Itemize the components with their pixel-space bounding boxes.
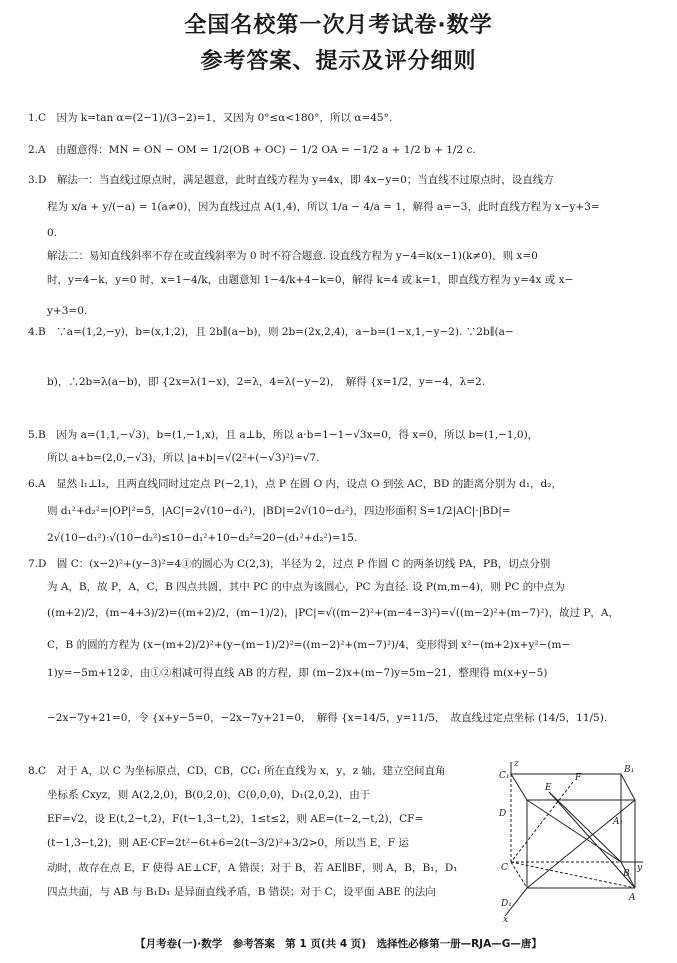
figure-label: A bbox=[629, 893, 636, 903]
page-footer: 【月考卷(一)·数学 参考答案 第 1 页(共 4 页) 选择性必修第一册—RJA—G—唐】 bbox=[135, 938, 542, 950]
answer-line: 1.C 因为 k=tan α=(2−1)/(3−2)=1，又因为 0°≤α<180°，所以 α=45°. bbox=[28, 112, 393, 124]
figure-label: B₁ bbox=[624, 765, 635, 775]
figure-label: E bbox=[545, 783, 552, 793]
answer-line: 时，y=4−k，y=0 时，x=1−4/k，由题意知 1−4/k+4−k=0，解得 k=4 或 k=1，即直线方程为 y=4x 或 x− bbox=[47, 274, 574, 286]
answer-line: 四点共面，与 AB 与 B₁D₁ 是异面直线矛盾，B 错误；对于 C，设平面 ABE 的法向 bbox=[47, 886, 436, 898]
answer-line: b)，∴2b=λ(a−b)，即 {2x=λ(1−x)，2=λ，4=λ(−y−2)， 解得 {x=1/2，y=−4，λ=2. bbox=[47, 376, 486, 388]
answer-line: y+3=0. bbox=[47, 305, 88, 317]
figure-label: x bbox=[503, 915, 509, 923]
answer-line: 动时，故存在点 E，F 使得 AE⊥CF，A 错误；对于 B，若 AE∥BF，则 A，B，B₁，D₁ bbox=[47, 862, 458, 874]
cube-figure bbox=[497, 758, 647, 923]
answer-line: 坐标系 Cxyz，则 A(2,2,0)，B(0,2,0)，C(0,0,0)，D₁(2,0,2)，由于 bbox=[47, 789, 371, 801]
answer-line: 所以 a+b=(2,0,−√3)，所以 |a+b|=√(2²+(−√3)²)=√7. bbox=[47, 452, 320, 464]
figure-label: F bbox=[575, 773, 582, 783]
answer-line: 解法二：易知直线斜率不存在或直线斜率为 0 时不符合题意. 设直线方程为 y−4=k(x−1)(k≠0)，则 x=0 bbox=[47, 250, 538, 262]
answer-line: 为 A，B，故 P，A，C，B 四点共圆，其中 PC 的中点为该圆心，PC 为直径. 设 P(m,m−4)，则 PC 的中点为 bbox=[47, 581, 565, 593]
answer-line: 1)y=−5m+12②，由①②相减可得直线 AB 的方程，即 (m−2)x+(m−7)y=5m−21，整理得 m(x+y−5) bbox=[47, 667, 548, 679]
figure-label: D₁ bbox=[501, 899, 512, 909]
figure-label: B bbox=[623, 869, 630, 879]
answer-line: (t−1,3−t,2)，则 AE·CF=2t²−6t+6=2(t−3/2)²+3/2>0，所以当 E，F 运 bbox=[47, 837, 409, 849]
page-subtitle: 参考答案、提示及评分细则 bbox=[200, 49, 477, 74]
answer-line: C，B 的圆的方程为 (x−(m+2)/2)²+(y−(m−1)/2)²=((m−2)²+(m−7)²)/4，变形得到 x²−(m+2)x+y²−(m− bbox=[47, 639, 571, 651]
answer-line: EF=√2，设 E(t,2−t,2)，F(t−1,3−t,2)，1≤t≤2，则 AE=(t−2,−t,2)，CF= bbox=[47, 813, 424, 825]
answer-line: 4.B ∵a=(1,2,−y)，b=(x,1,2)，且 2b∥(a−b)，则 2b=(2x,2,4)，a−b=(1−x,1,−y−2). ∵2b∥(a− bbox=[28, 326, 514, 338]
answer-line: 0. bbox=[47, 227, 58, 239]
figure-label: A₁ bbox=[613, 817, 624, 827]
answer-line: 程为 x/a + y/(−a) = 1(a≠0)，因为直线过点 A(1,4)，所以 1/a − 4/a = 1，解得 a=−3，此时直线方程为 x−y+3= bbox=[47, 201, 600, 213]
answer-line: 2√(10−d₁²)·√(10−d₂²)≤10−d₁²+10−d₂²=20−(d₁²+d₂²)=15. bbox=[47, 532, 358, 544]
figure-label: C bbox=[501, 863, 508, 873]
figure-label: D bbox=[499, 809, 507, 819]
figure-label: y bbox=[637, 863, 643, 873]
answer-line: 则 d₁²+d₂²=|OP|²=5，|AC|=2√(10−d₁²)，|BD|=2√(10−d₂²)，四边形面积 S=1/2|AC|·|BD|= bbox=[47, 505, 511, 517]
answer-line: −2x−7y+21=0，令 {x+y−5=0，−2x−7y+21=0， 解得 {x=14/5，y=11/5， 故直线过定点坐标 (14/5，11/5). bbox=[47, 712, 608, 724]
answer-line: 7.D 圆 C：(x−2)²+(y−3)²=4①的圆心为 C(2,3)，半径为 2，过点 P 作圆 C 的两条切线 PA，PB，切点分别 bbox=[28, 558, 551, 570]
answer-line: 6.A 显然 l₁⊥l₂，且两直线同时过定点 P(−2,1)，点 P 在圆 O 内，设点 O 到弦 AC，BD 的距离分别为 d₁，d₂， bbox=[28, 478, 562, 490]
answer-line: 8.C 对于 A，以 C 为坐标原点，CD，CB，CC₁ 所在直线为 x，y，z 轴，建立空间直角 bbox=[28, 765, 446, 777]
answer-line: ((m+2)/2，(m−4+3)/2)=((m+2)/2，(m−1)/2)，|PC|=√((m−2)²+(m−4−3)²)=√((m−2)²+(m−7)²)，故过 P，A， bbox=[47, 607, 619, 619]
answer-line: 3.D 解法一：当直线过原点时，满足题意，此时直线方程为 y=4x，即 4x−y=0；当直线不过原点时，设直线方 bbox=[28, 174, 554, 186]
answer-line: 2.A 由题意得：MN = ON − OM = 1/2(OB + OC) − 1/2 OA = −1/2 a + 1/2 b + 1/2 c. bbox=[28, 144, 476, 156]
page-title: 全国名校第一次月考试卷·数学 bbox=[184, 13, 493, 38]
figure-label: z bbox=[514, 759, 519, 769]
answer-line: 5.B 因为 a=(1,1,−√3)，b=(1,−1,x)，且 a⊥b，所以 a·b=1−1−√3x=0，得 x=0，所以 b=(1,−1,0)， bbox=[28, 429, 539, 441]
figure-label: C₁ bbox=[499, 771, 510, 781]
